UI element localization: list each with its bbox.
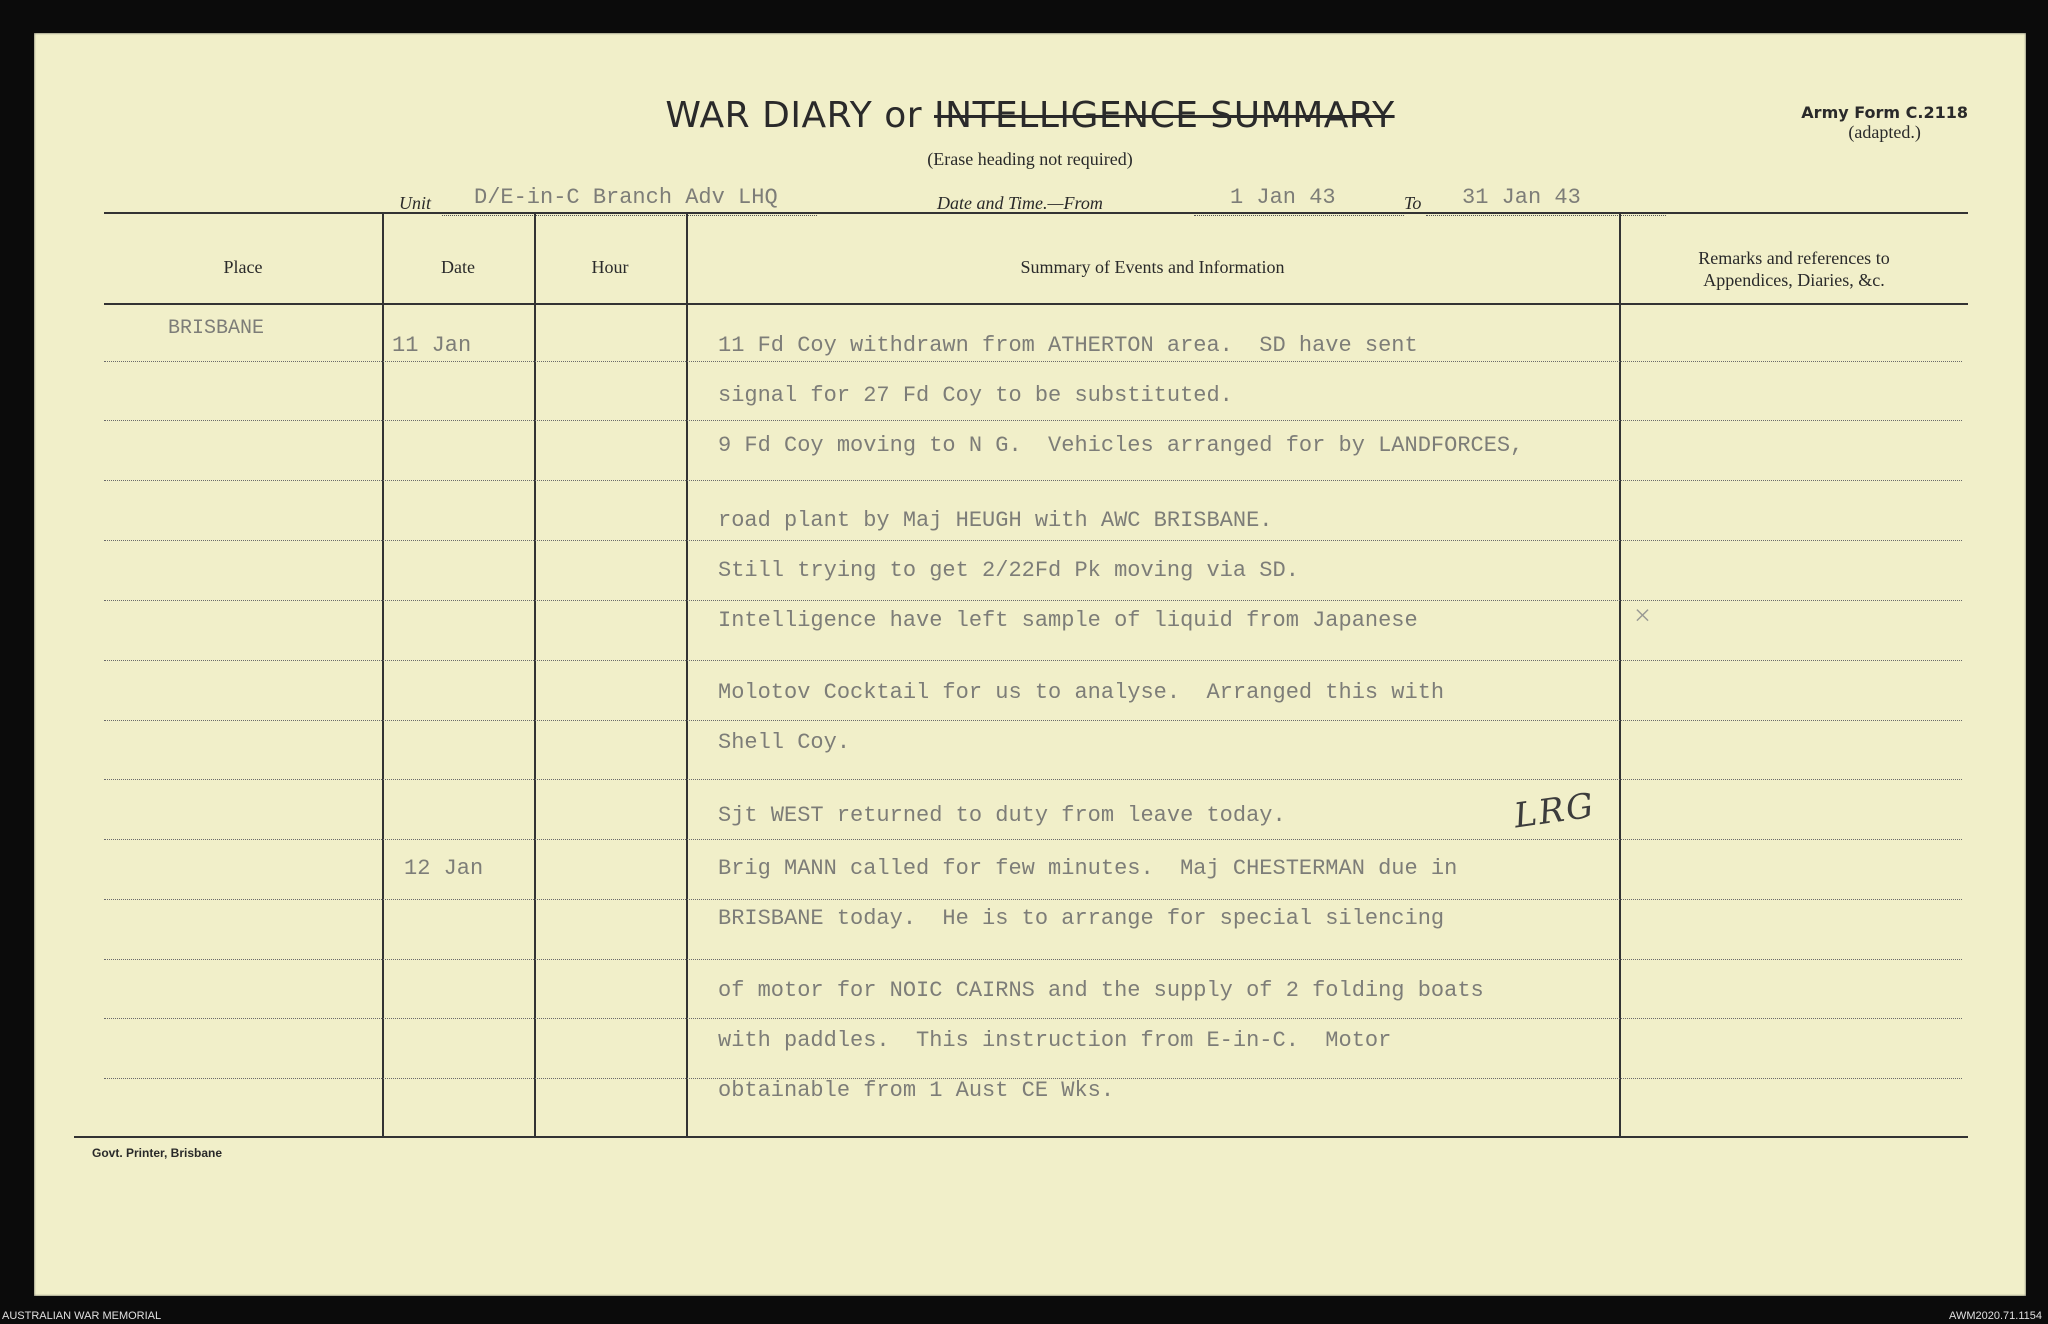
entry-line: Molotov Cocktail for us to analyse. Arranged this with [718,680,1445,705]
entry-line: road plant by Maj HEUGH with AWC BRISBANE. [718,508,1273,533]
row-rule [104,361,1962,362]
page-title [34,95,2026,136]
row-rule [104,779,1962,780]
place-brisbane: BRISBANE [168,317,265,340]
divider-date-hour [534,212,536,1136]
entry-line: obtainable from 1 Aust CE Wks. [718,1078,1115,1103]
column-header-hour: Hour [591,257,629,277]
army-form-adapted: (adapted.) [1848,122,1921,142]
army-form-number [1801,103,1968,143]
date-time-label: Date and Time.—From [937,193,1103,213]
printer-imprint: Govt. Printer, Brisbane [92,1146,223,1160]
entry-line: Intelligence have left sample of liquid from Japanese [718,608,1418,633]
title-struck-intelligence-summary: INTELLIGENCE SUMMARY [934,95,1395,136]
divider-place-date [382,212,384,1136]
row-rule [104,540,1962,541]
row-rule [104,959,1962,960]
to-label: To [1404,193,1422,213]
row-rule [104,660,1962,661]
column-header-summary: Summary of Events and Information [1020,257,1285,277]
army-form-label: Army Form C.2118 [1801,103,1968,122]
column-header-place: Place [223,257,263,277]
archive-credit: AUSTRALIAN WAR MEMORIAL [2,1310,162,1322]
table-bottom-border [74,1136,1968,1138]
row-rule [104,420,1962,421]
remarks-header-line1: Remarks and references to [1698,248,1890,268]
entry-line: BRISBANE today. He is to arrange for special silencing [718,906,1445,931]
to-value: 31 Jan 43 [1462,185,1581,210]
date-12-jan: 12 Jan [404,856,484,881]
entry-line: Brig MANN called for few minutes. Maj CHESTERMAN due in [718,856,1458,881]
entry-line: signal for 27 Fd Coy to be substituted. [718,383,1233,408]
column-header-date: Date [441,257,475,277]
row-rule [104,600,1962,601]
entry-line: Shell Coy. [718,730,851,755]
unit-value: D/E-in-C Branch Adv LHQ [474,185,778,210]
divider-hour-summary [686,212,688,1136]
remark-cross-mark: × [1634,599,1651,632]
entry-line: Still trying to get 2/22Fd Pk moving via SD. [718,558,1299,583]
column-header-remarks [1619,247,1969,291]
row-rule [104,839,1962,840]
entry-line: 11 Fd Coy withdrawn from ATHERTON area. SD have sent [718,333,1418,358]
entry-line: Sjt WEST returned to duty from leave today. [718,803,1286,828]
date-11-jan: 11 Jan [392,333,472,358]
row-rule [104,480,1962,481]
from-value: 1 Jan 43 [1230,185,1336,210]
row-rule [104,899,1962,900]
row-rule [104,1018,1962,1019]
entry-line: of motor for NOIC CAIRNS and the supply of 2 folding boats [718,978,1484,1003]
entry-line: 9 Fd Coy moving to N G. Vehicles arranged for by LANDFORCES, [718,433,1524,458]
row-rule [104,720,1962,721]
signature-initials: LRG [1511,785,1598,837]
divider-summary-remarks [1619,212,1621,1136]
diary-sheet [34,33,2026,1296]
title-war-diary: WAR DIARY or [665,95,935,136]
entry-line: with paddles. This instruction from E-in-C. Motor [718,1028,1392,1053]
remarks-header-line2: Appendices, Diaries, &c. [1703,270,1885,290]
unit-label: Unit [399,193,432,213]
archive-reference: AWM2020.71.1154 [1949,1310,2042,1322]
erase-note: (Erase heading not required) [927,149,1133,169]
